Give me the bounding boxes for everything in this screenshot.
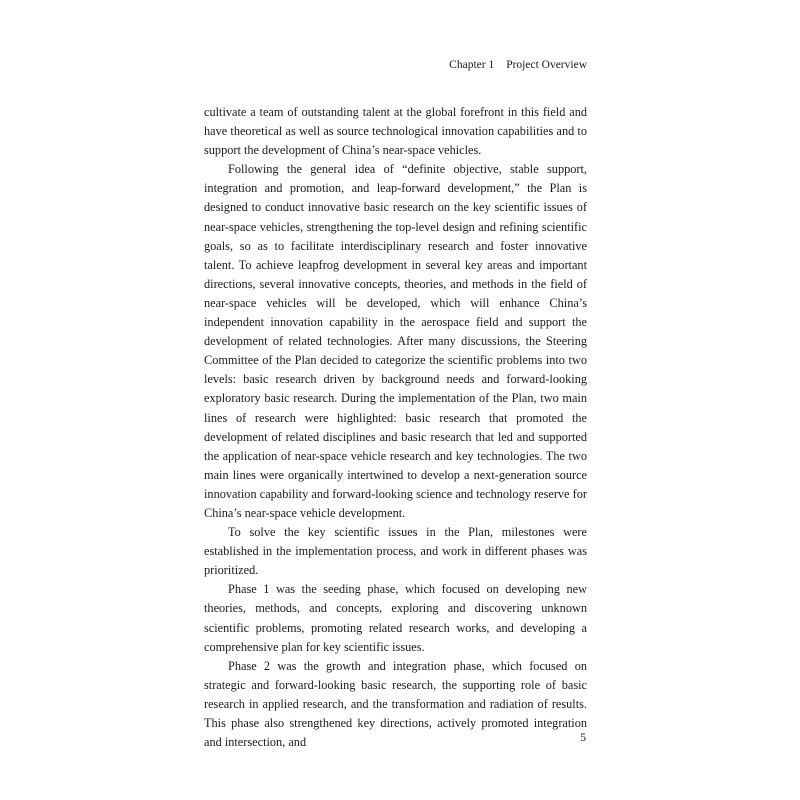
paragraph-phase-1: Phase 1 was the seeding phase, which focused on developing new theories, methods, and concepts, exploring and discovering unknown scientific problems, promoting related research works, and developing a comprehensive plan for key scientific issues. xyxy=(204,582,587,654)
paragraph-continuation: cultivate a team of outstanding talent at the global forefront in this field and have theoretical as well as source technological innovation capabilities and to support the development of China’s near-space vehicles. xyxy=(204,105,587,158)
paragraph-general-idea: Following the general idea of “definite objective, stable support, integration and promotion, and leap-forward development,” the Plan is designed to conduct innovative basic research on the key scientific issues of near-space vehicles, strengthening the top-level design and refining scientific goals, so as to facilitate interdisciplinary research and foster innovative talent. To achieve leapfrog development in several key areas and important directions, several innovative concepts, theories, and methods in the field of near-space vehicles will be developed, which will enhance China’s independent innovation capability in the aerospace field and support the development of related technologies. After many discussions, the Steering Committee of the Plan decided to categorize the scientific problems into two levels: basic research driven by background needs and forward-looking exploratory basic research. During the implementation of the Plan, two main lines of research were highlighted: basic research that promoted the development of related disciplines and basic research that led and supported the application of near-space vehicle research and key technologies. The two main lines were organically intertwined to develop a next-generation source innovation capability and forward-looking science and technology reserve for China’s near-space vehicle development. xyxy=(204,162,587,520)
paragraph-milestones: To solve the key scientific issues in the Plan, milestones were established in the implementation process, and work in different phases was prioritized. xyxy=(204,525,587,578)
page-number: 5 xyxy=(580,732,586,744)
chapter-title: Project Overview xyxy=(506,59,587,71)
paragraph-phase-2: Phase 2 was the growth and integration phase, which focused on strategic and forward-looking basic research, the supporting role of basic research in applied research, and the transformation and radiation of results. This phase also strengthened key directions, actively promoted integration and intersection, and xyxy=(204,658,587,750)
running-header xyxy=(449,59,587,71)
chapter-label: Chapter 1 xyxy=(449,59,495,71)
body-text xyxy=(204,103,587,752)
